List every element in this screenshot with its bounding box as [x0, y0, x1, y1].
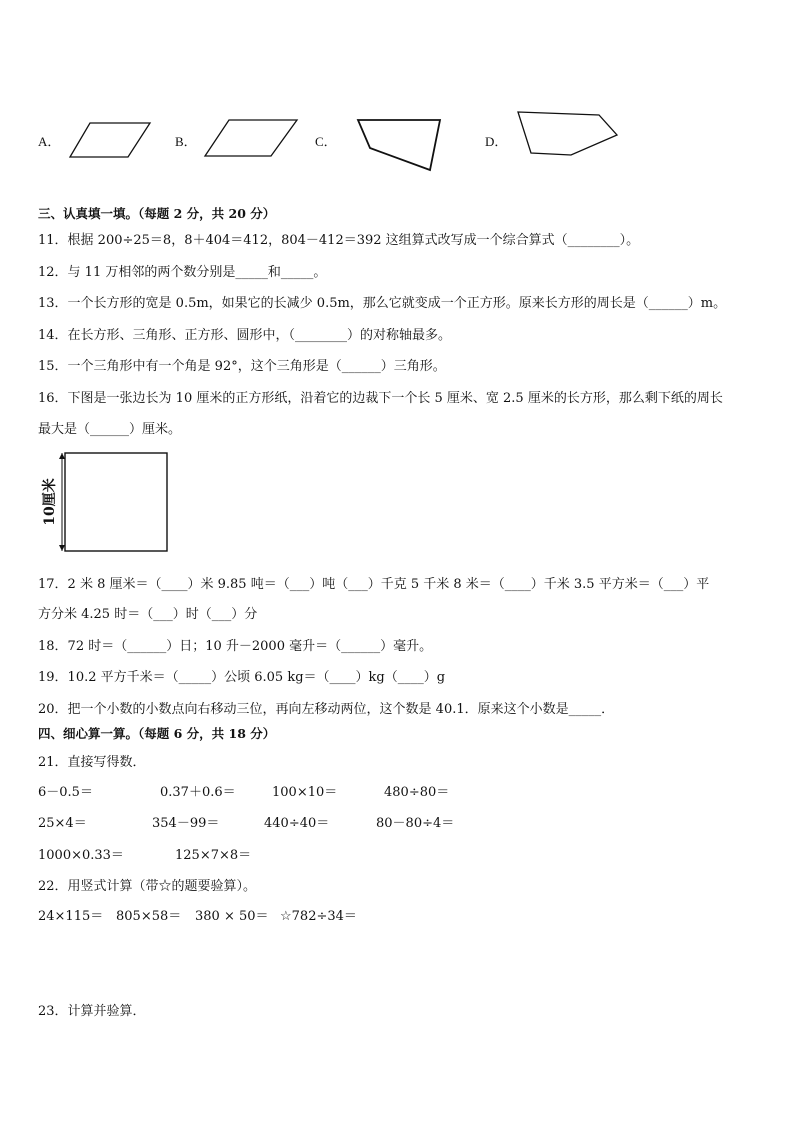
calc-item: 440÷40＝	[264, 816, 330, 831]
calc-item: 380 × 50＝	[195, 909, 269, 924]
figure-dimension-label: 10厘米	[42, 478, 58, 526]
question-12: 12．与 11 万相邻的两个数分别是_____和_____。	[38, 265, 327, 280]
question-20: 20．把一个小数的小数点向右移动三位，再向左移动两位，这个数是 40.1．原来这个小数是_____．	[38, 702, 615, 717]
option-c-quadrilateral	[356, 116, 444, 174]
calc-item: ☆782÷34＝	[280, 909, 357, 924]
calc-item: 80－80÷4＝	[376, 816, 455, 831]
calc-item: 6－0.5＝	[38, 785, 93, 800]
question-18: 18．72 时＝（______）日；10 升－2000 毫升＝（______）毫升。	[38, 639, 433, 654]
calc-item: 354－99＝	[152, 816, 220, 831]
question-21: 21．直接写得数．	[38, 755, 146, 770]
question-19: 19．10.2 平方千米＝（_____）公顷 6.05 kg＝（____）kg（____）g	[38, 670, 446, 685]
question-13: 13．一个长方形的宽是 0.5m，如果它的长减少 0.5m，那么它就变成一个正方形。原来长方形的周长是（______）m。	[38, 296, 727, 311]
question-15: 15．一个三角形中有一个角是 92°，这个三角形是（______）三角形。	[38, 359, 446, 374]
calc-item: 100×10＝	[272, 785, 338, 800]
option-c-label: C．	[315, 134, 337, 149]
calc-item: 805×58＝	[116, 909, 182, 924]
option-d-label: D．	[485, 134, 508, 149]
option-b-label: B．	[175, 134, 197, 149]
calc-item: 1000×0.33＝	[38, 848, 124, 863]
question-17-line-1: 17．2 米 8 厘米＝（____）米 9.85 吨＝（___）吨（___）千克 5 千米 8 米＝（____）千米 3.5 平方米＝（___）平	[38, 577, 710, 592]
question-14: 14．在长方形、三角形、正方形、圆形中，（________）的对称轴最多。	[38, 328, 452, 343]
question-16-line-1: 16．下图是一张边长为 10 厘米的正方形纸，沿着它的边裁下一个长 5 厘米、宽 2.5 厘米的长方形，那么剩下纸的周长	[38, 391, 723, 406]
section-3-heading: 三、认真填一填。（每题 2 分，共 20 分）	[38, 206, 276, 221]
question-17-line-2: 方分米 4.25 时＝（___）时（___）分	[38, 607, 258, 622]
calc-item: 125×7×8＝	[175, 848, 252, 863]
square-paper-figure	[60, 450, 172, 554]
calc-item: 0.37＋0.6＝	[160, 785, 236, 800]
calc-item: 25×4＝	[38, 816, 87, 831]
option-a-label: A．	[38, 134, 61, 149]
option-d-pentagon	[515, 109, 621, 159]
calc-item: 480÷80＝	[384, 785, 450, 800]
calc-item: 24×115＝	[38, 909, 104, 924]
question-11: 11．根据 200÷25＝8，8＋404＝412，804－412＝392 这组算式改写成一个综合算式（________）。	[38, 233, 640, 248]
question-23: 23．计算并验算．	[38, 1004, 146, 1019]
question-16-line-2: 最大是（______）厘米。	[38, 422, 182, 437]
option-a-parallelogram	[68, 121, 152, 161]
question-22: 22．用竖式计算（带☆的题要验算）。	[38, 879, 257, 894]
section-4-heading: 四、细心算一算。（每题 6 分，共 18 分）	[38, 726, 276, 741]
option-b-parallelogram	[203, 118, 299, 160]
